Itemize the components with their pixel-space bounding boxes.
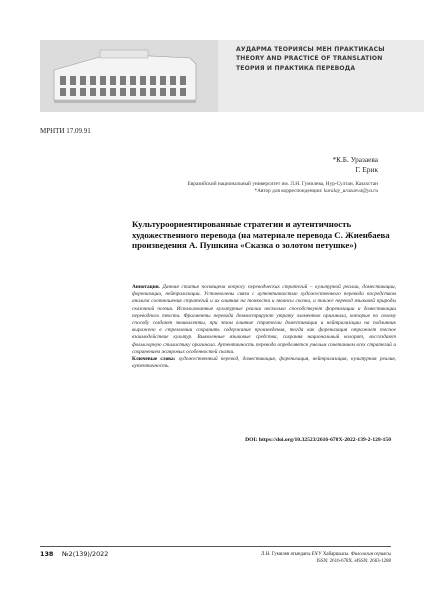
article-title: Культуроориентированные стратегии и аутентичность художественного перевода (на материале перевода С. Жиенбаева произведения А. Пушкина «Сказка о золотом петушке») <box>132 219 390 251</box>
journal-titles <box>236 45 424 73</box>
affiliation-block <box>187 181 378 195</box>
journal-logo <box>40 40 218 112</box>
bib-series: Филология сериясы <box>350 552 391 557</box>
abstract-paragraph <box>132 284 396 356</box>
journal-title-ru: ТЕОРИЯ И ПРАКТИКА ПЕРЕВОДА <box>236 64 356 72</box>
affiliation: Евразийский национальный университет им. Л.Н. Гумилева, Нур-Султан, Казахстан <box>187 181 378 187</box>
abstract-text: Данная статья посвящена вопросу переводческих стратегий – культурной реалии, доместикации, форенизации, нейтрализации. Установлены связи с аутентичностью художественного перевода посредством анализа соотношения стратегий и их влияния на тонкости и нюансы сказки, а также перевод языковой природы сказочной поэзии. Использованные культурные реалии несколько способствуют форенизации и доместикации переводного текста. Фрагменты перевода демонстрируют утрату элементов оригинала, которые по своему способу создают эквиваленты, при этом влияние стратегии доместикации и нейтрализации на подлинник выражено в стремлении сохранить содержание произведения, тогда как форенизация отражает тесное взаимодействие культур. Выявленные языковые средства, сохраняя национальный колорит, воссоздают фольклорную стилистику оригинала. Аутентичность перевода определяется умелым сочетанием всех стратегий и сохранением жанровых особенностей сказки. <box>132 284 396 355</box>
correspondence-label: *Автор для корреспонденции: <box>254 188 323 195</box>
abstract-block <box>132 284 396 370</box>
bib-issn: ISSN: 2616-678X. eISSN: 2663-1288 <box>316 559 391 564</box>
abstract-label: Аннотация. <box>132 284 160 290</box>
journal-title-en: THEORY AND PRACTICE OF TRANSLATION <box>236 55 383 63</box>
classification-code: МРНТИ 17.09.91 <box>40 127 91 135</box>
page-number: 138 <box>40 550 54 558</box>
keywords-text: художественный перевод, доместикация, форенизация, нейтрализация, культурная реалия, аутентичность. <box>132 356 396 370</box>
correspondence-line <box>187 188 378 195</box>
bibliographic-info <box>261 551 391 565</box>
author-list <box>332 155 378 174</box>
journal-title-kz: АУДАРМА ТЕОРИЯСЫ МЕН ПРАКТИКАСЫ <box>236 46 385 53</box>
author-name: Г. Ерик <box>355 164 378 174</box>
author-name: *К.Б. Уразаева <box>332 155 378 164</box>
doi-link[interactable]: DOI: https://doi.org/10.32523/2616-678X-2022-139-2-128-150 <box>245 437 391 443</box>
keywords-label: Ключевые слова: <box>132 356 176 363</box>
keywords-paragraph <box>132 356 396 370</box>
correspondence-email[interactable]: kuralay_urazaeva@ya.ru <box>323 188 378 195</box>
issue-number: №2(139)/2022 <box>62 550 109 558</box>
footer-divider <box>40 546 391 547</box>
bib-line-journal <box>261 551 391 558</box>
bib-journal-name: Л.Н. Гумилев атындағы ЕҰУ Хабаршысы. <box>261 552 350 557</box>
